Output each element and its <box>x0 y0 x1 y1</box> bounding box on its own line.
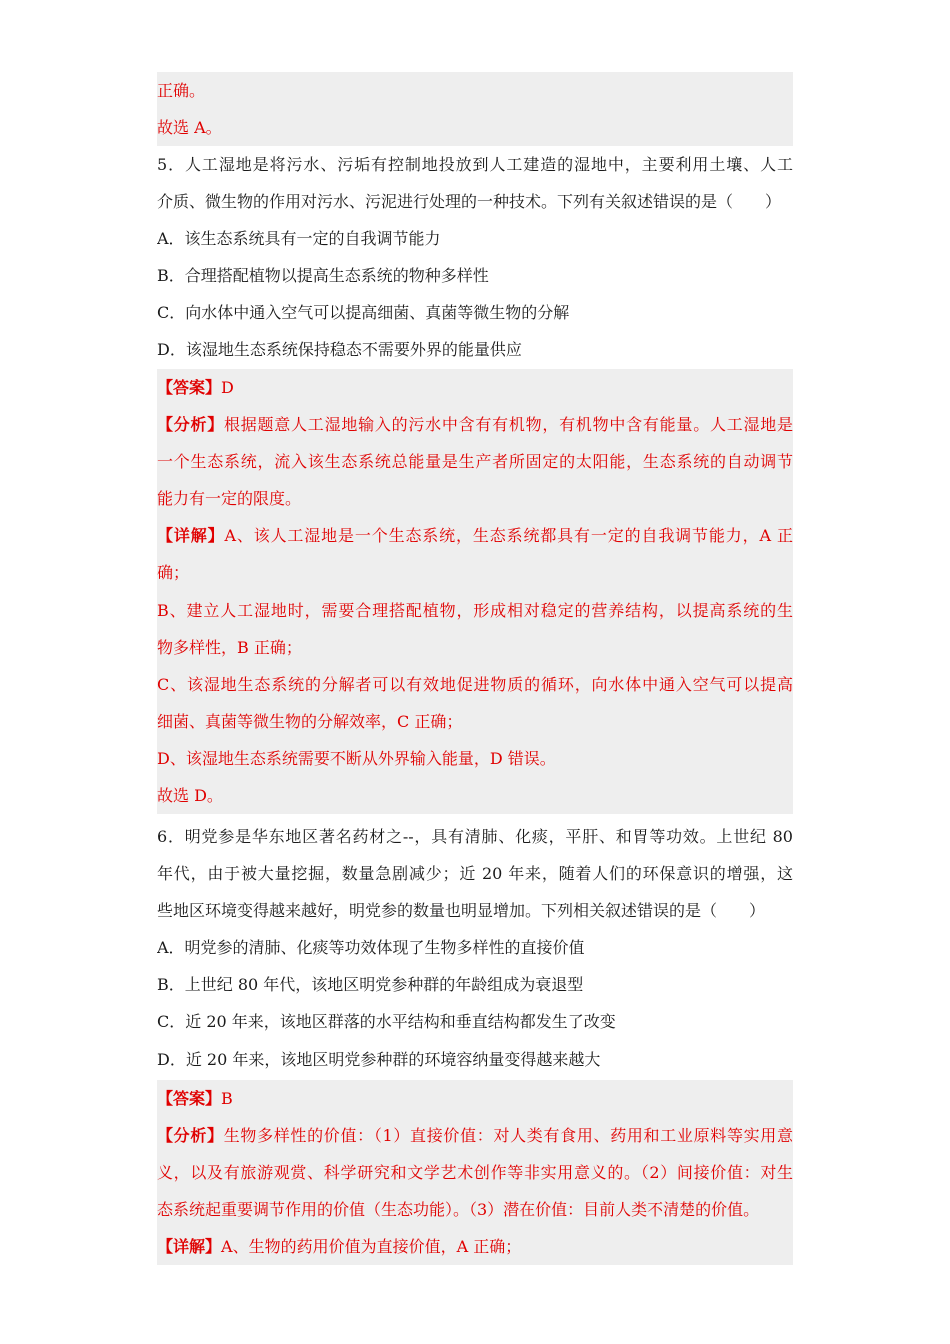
option-c: C．近 20 年来，该地区群落的水平结构和垂直结构都发生了改变 <box>157 1012 616 1032</box>
answer-label: 【答案】 <box>157 378 222 397</box>
answer-line <box>157 369 793 406</box>
detail-line: 物多样性，B 正确； <box>157 637 302 657</box>
analysis-label: 【分析】 <box>157 1126 224 1146</box>
question-stem-line: 些地区环境变得越来越好，明党参的数量也明显增加。下列相关叙述错误的是（ ） <box>157 901 766 921</box>
answer-line <box>157 1080 793 1117</box>
detail-label: 【详解】 <box>157 526 225 546</box>
option-b: B．上世纪 80 年代，该地区明党参种群的年龄组成为衰退型 <box>157 975 584 995</box>
detail-line: C、该湿地生态系统的分解者可以有效地促进物质的循环，向水体中通入空气可以提高 <box>157 674 793 694</box>
analysis-label: 【分析】 <box>157 415 225 435</box>
detail-label: 【详解】 <box>157 1237 222 1257</box>
solution-line: 故选 A。 <box>157 118 222 138</box>
prev-solution-block <box>157 72 793 146</box>
question-5-solution <box>157 369 793 814</box>
analysis-line: 【分析】根据题意人工湿地输入的污水中含有有机物，有机物中含有能量。人工湿地是 <box>157 415 793 435</box>
answer-label: 【答案】 <box>157 1089 222 1108</box>
question-6 <box>157 818 793 1078</box>
option-a: A．该生态系统具有一定的自我调节能力 <box>157 229 441 249</box>
analysis-line: 能力有一定的限度。 <box>157 489 302 509</box>
question-stem-line: 6．明党参是华东地区著名药材之--，具有清肺、化痰，平肝、和胃等功效。上世纪 80 <box>157 827 793 846</box>
detail-line: 细菌、真菌等微生物的分解效率，C 正确； <box>157 711 463 731</box>
option-d: D．近 20 年来，该地区明党参种群的环境容纳量变得越来越大 <box>157 1049 601 1069</box>
question-stem-line: 介质、微生物的作用对污水、污泥进行处理的一种技术。下列有关叙述错误的是（ ） <box>157 192 782 212</box>
detail-line: D、该湿地生态系统需要不断从外界输入能量，D 错误。 <box>157 748 556 768</box>
analysis-line: 【分析】生物多样性的价值：（1）直接价值：对人类有食用、药用和工业原料等实用意 <box>157 1126 793 1146</box>
option-d: D．该湿地生态系统保持稳态不需要外界的能量供应 <box>157 340 522 360</box>
question-stem-line: 5．人工湿地是将污水、污垢有控制地投放到人工建造的湿地中，主要利用土壤、人工 <box>157 155 793 174</box>
detail-line: 故选 D。 <box>157 786 223 806</box>
option-b: B．合理搭配植物以提高生态系统的物种多样性 <box>157 266 489 286</box>
option-c: C．向水体中通入空气可以提高细菌、真菌等微生物的分解 <box>157 303 570 323</box>
analysis-line: 一个生态系统，流入该生态系统总能量是生产者所固定的太阳能，生态系统的自动调节 <box>157 452 793 472</box>
detail-line: 确； <box>157 563 190 583</box>
analysis-line: 态系统起重要调节作用的价值（生态功能）。（3）潜在价值：目前人类不清楚的价值。 <box>157 1200 760 1220</box>
question-6-solution <box>157 1080 793 1265</box>
detail-line: 【详解】A、该人工湿地是一个生态系统，生态系统都具有一定的自我调节能力，A 正 <box>157 526 793 546</box>
question-5 <box>157 146 793 369</box>
answer-value: D <box>221 378 234 397</box>
answer-value: B <box>221 1089 233 1108</box>
analysis-line: 义，以及有旅游观赏、科学研究和文学艺术创作等非实用意义的。（2）间接价值：对生 <box>157 1163 793 1183</box>
detail-line: B、建立人工湿地时，需要合理搭配植物，形成相对稳定的营养结构，以提高系统的生 <box>157 600 793 620</box>
detail-line: 【详解】A、生物的药用价值为直接价值，A 正确； <box>157 1237 522 1257</box>
solution-line: 正确。 <box>157 81 206 100</box>
option-a: A．明党参的清肺、化痰等功效体现了生物多样性的直接价值 <box>157 938 585 958</box>
question-stem-line: 年代，由于被大量挖掘，数量急剧减少；近 20 年来，随着人们的环保意识的增强，这 <box>157 864 793 884</box>
